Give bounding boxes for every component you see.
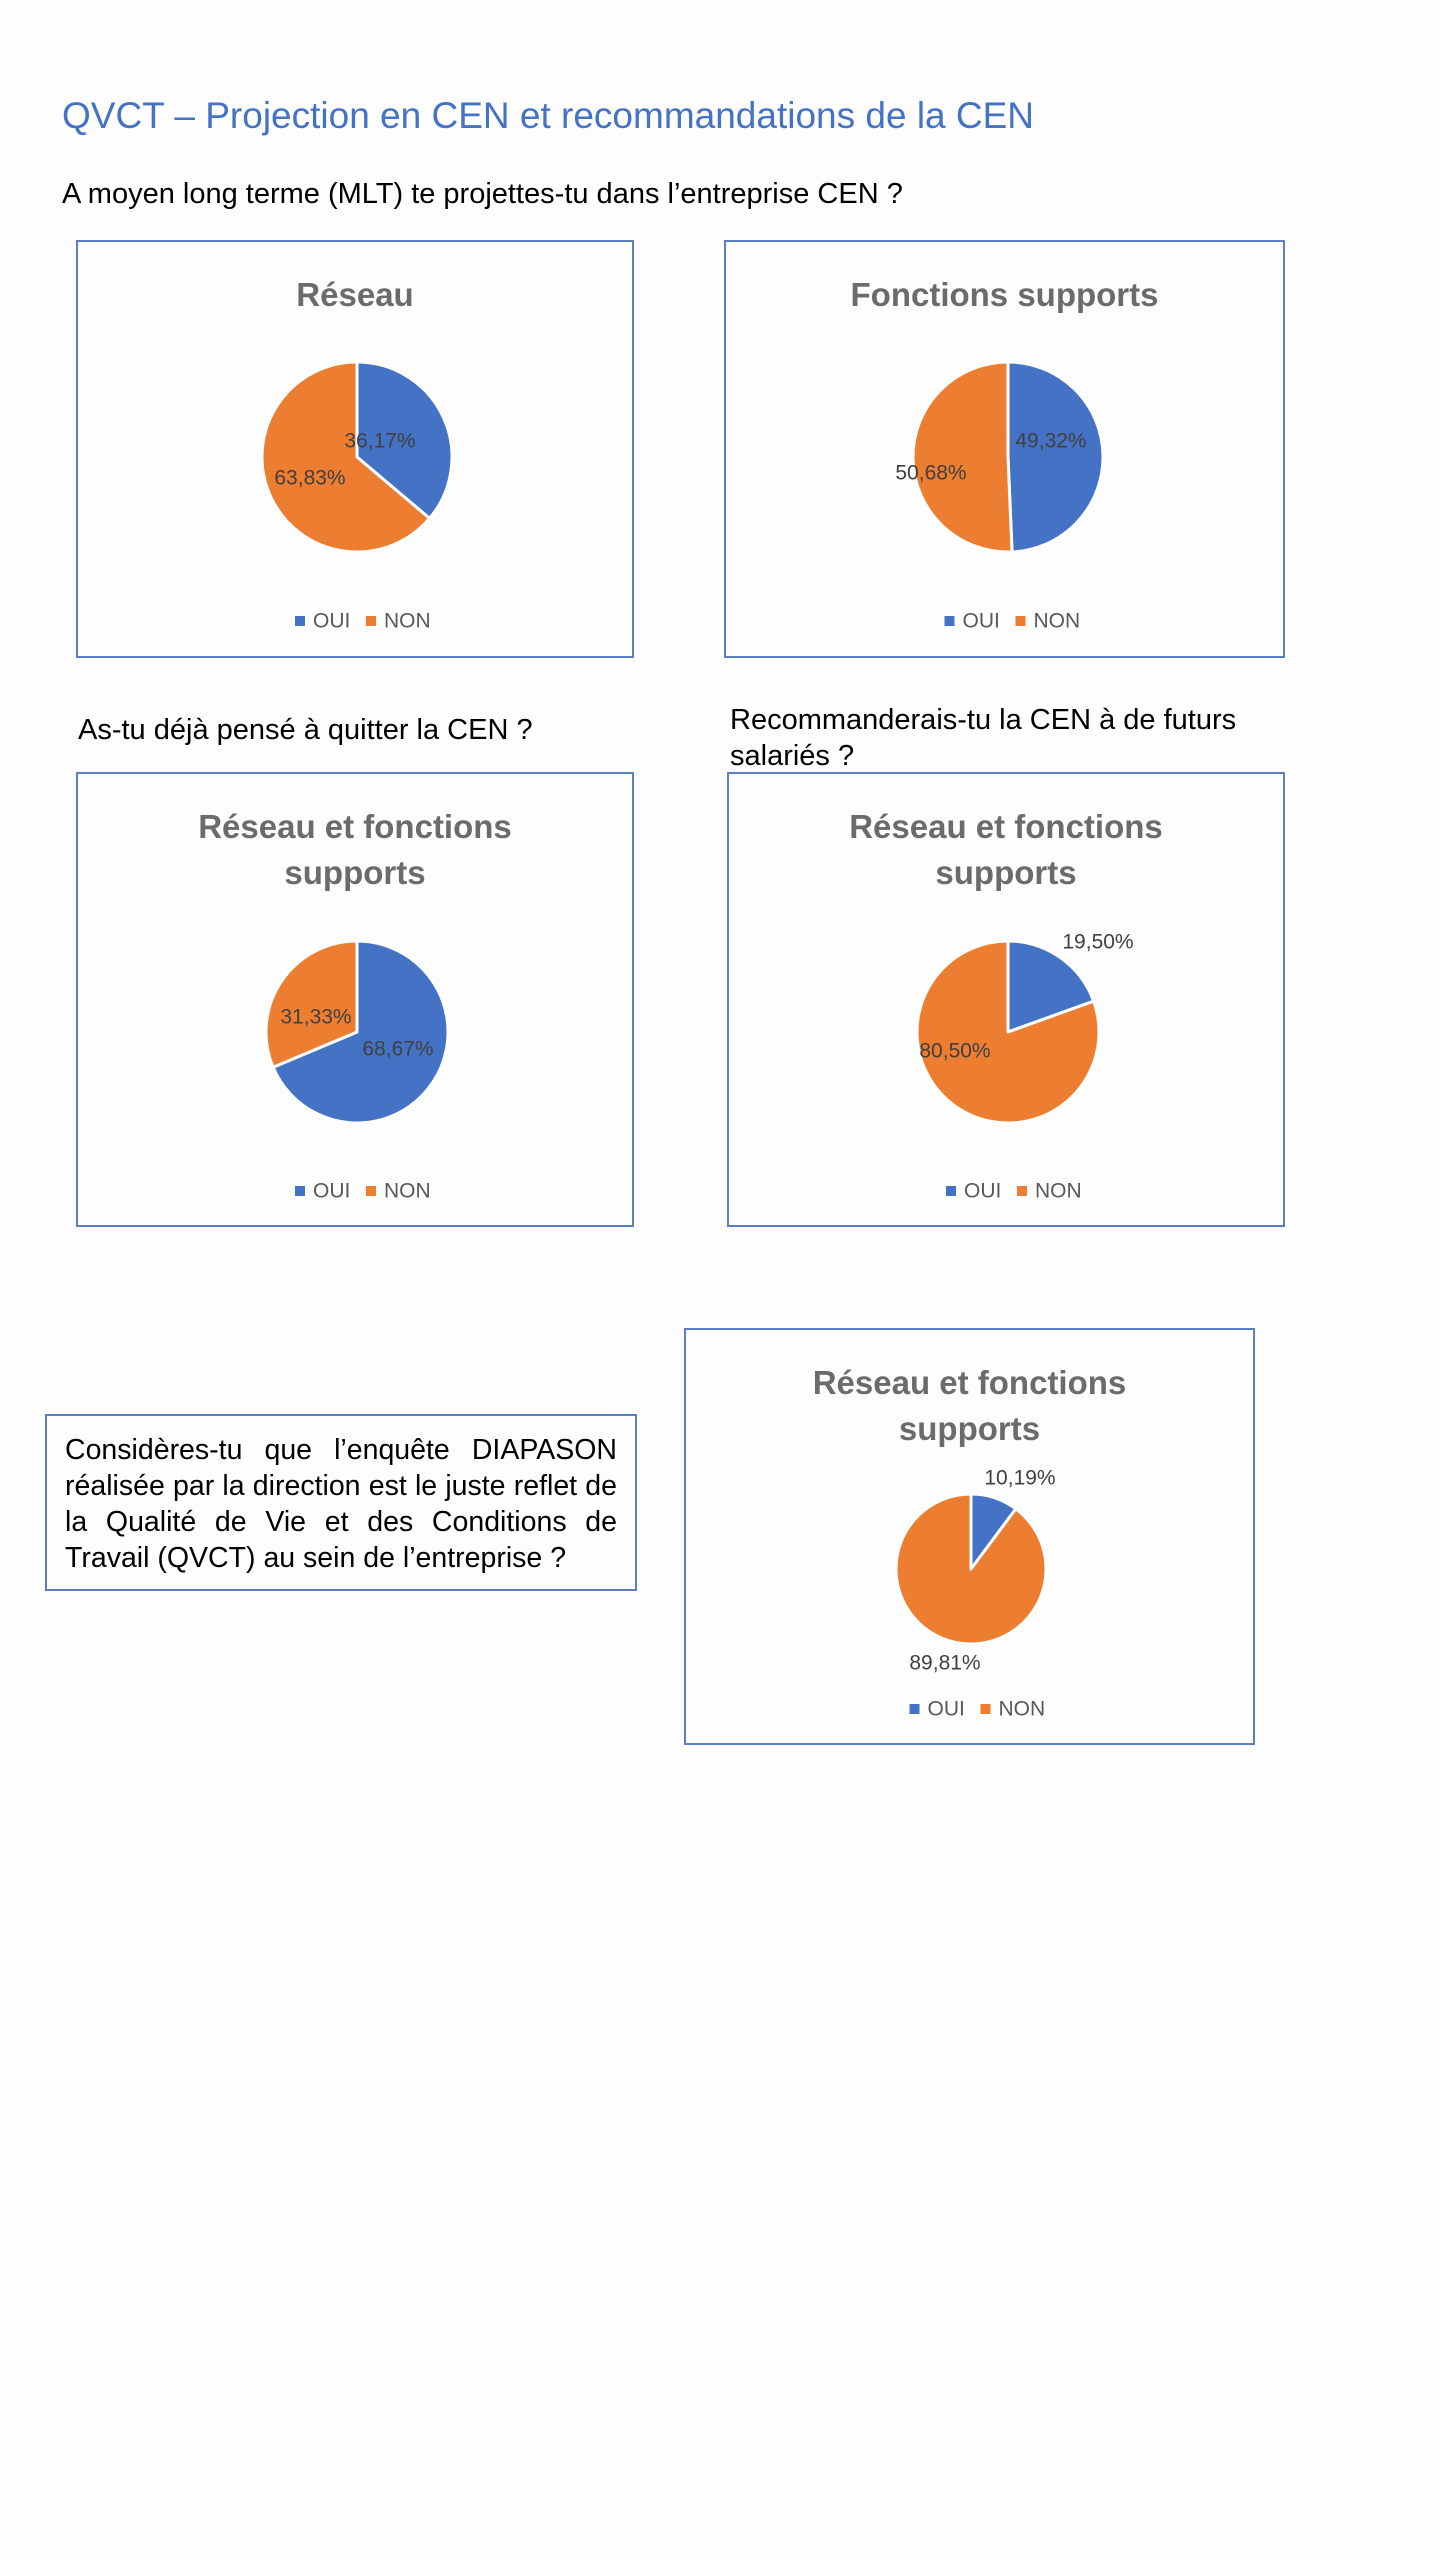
question-mlt: A moyen long terme (MLT) te projettes-tu dans l’entreprise CEN ? (62, 178, 903, 210)
legend-label-oui: OUI (313, 1179, 351, 1203)
diapason-question-box (45, 1414, 637, 1591)
legend-label-non: NON (384, 609, 431, 633)
legend-label-non: NON (998, 1697, 1046, 1721)
legend-swatch-oui (295, 616, 305, 626)
pie-chart-svg (78, 774, 632, 1225)
chart-fonctions-supports (724, 240, 1285, 658)
chart-title: supports (284, 854, 426, 891)
data-label-oui: 19,50% (1062, 930, 1134, 954)
chart-title: Fonctions supports (850, 276, 1159, 313)
data-label-non: 89,81% (909, 1651, 981, 1675)
legend-swatch-oui (910, 1704, 920, 1714)
chart-title: Réseau et fonctions (849, 808, 1163, 845)
legend-swatch-oui (946, 1186, 956, 1196)
chart-legend (910, 1698, 1046, 1721)
data-label-oui: 68,67% (362, 1037, 434, 1061)
legend-swatch-non (366, 616, 376, 626)
legend-swatch-oui (295, 1186, 305, 1196)
legend-label-non: NON (1035, 1179, 1082, 1203)
chart-quitter (76, 772, 634, 1227)
chart-legend (295, 1180, 431, 1203)
chart-title: Réseau et fonctions (198, 808, 512, 845)
pie-slice-oui (1008, 362, 1103, 552)
data-label-non: 31,33% (280, 1005, 352, 1029)
chart-reseau (76, 240, 634, 658)
chart-legend (295, 610, 431, 633)
pie-chart-svg (729, 774, 1283, 1225)
chart-legend (945, 610, 1081, 633)
legend-swatch-oui (945, 616, 955, 626)
data-label-oui: 49,32% (1015, 429, 1087, 453)
data-label-non: 50,68% (895, 461, 967, 485)
chart-diapason (684, 1328, 1255, 1745)
chart-legend (946, 1180, 1082, 1203)
data-label-oui: 10,19% (984, 1466, 1056, 1490)
legend-label-non: NON (1033, 609, 1081, 633)
pie-slice-non (896, 1494, 1046, 1644)
chart-title: Réseau et fonctions (812, 1364, 1127, 1401)
pie-chart-svg (686, 1330, 1253, 1743)
question-quitter: As-tu déjà pensé à quitter la CEN ? (78, 714, 533, 746)
pie-slice-non (913, 362, 1012, 552)
chart-title: Réseau (296, 276, 414, 313)
legend-label-oui: OUI (313, 609, 351, 633)
legend-label-non: NON (384, 1179, 431, 1203)
chart-title: supports (935, 854, 1077, 891)
chart-recommander (727, 772, 1285, 1227)
pie-chart-svg (726, 242, 1283, 656)
data-label-non: 80,50% (919, 1039, 991, 1063)
chart-title: supports (898, 1410, 1041, 1447)
legend-label-oui: OUI (962, 609, 1000, 633)
legend-swatch-non (366, 1186, 376, 1196)
question-recommander: Recommanderais-tu la CEN à de futurs salariés ? (730, 704, 1237, 772)
legend-label-oui: OUI (927, 1697, 965, 1721)
data-label-non: 63,83% (274, 466, 346, 490)
legend-swatch-non (981, 1704, 991, 1714)
legend-label-oui: OUI (964, 1179, 1002, 1203)
page-title: QVCT – Projection en CEN et recommandations de la CEN (62, 95, 1035, 136)
question-diapason: Considères-tu que l’enquête DIAPASON réalisée par la direction est le juste reflet de la Qualité de Vie et des Conditions de Travail (QVCT) au sein de l’entreprise ? (65, 1434, 617, 1574)
legend-swatch-non (1016, 616, 1026, 626)
legend-swatch-non (1017, 1186, 1027, 1196)
pie-chart-svg (78, 242, 632, 656)
data-label-oui: 36,17% (344, 429, 416, 453)
